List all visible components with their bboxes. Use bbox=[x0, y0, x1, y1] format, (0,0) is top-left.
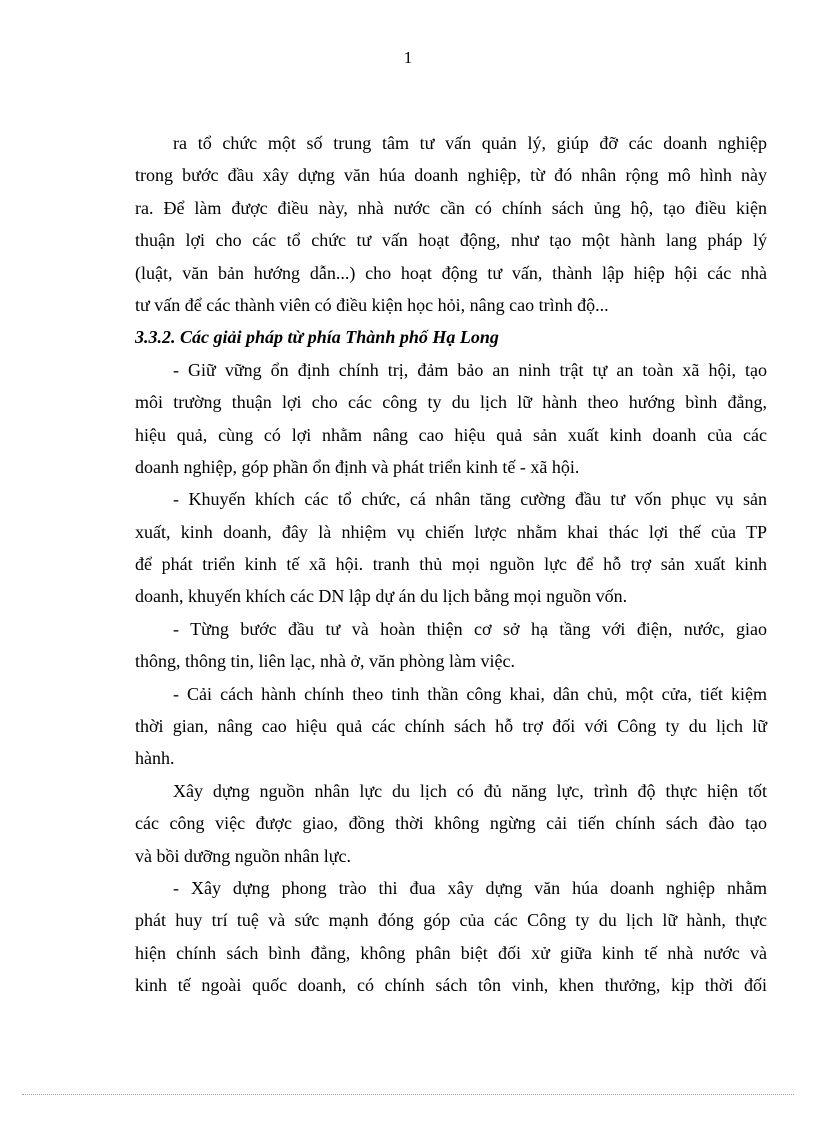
paragraph-stability bbox=[135, 354, 767, 484]
text-line: thông, thông tin, liên lạc, nhà ở, văn phòng làm việc. bbox=[135, 651, 515, 672]
footer-divider bbox=[22, 1094, 794, 1095]
paragraph-human-resources bbox=[135, 775, 767, 872]
text-line: để phát triển kinh tế xã hội. tranh thủ mọi nguồn lực để hỗ trợ sản xuất kinh bbox=[135, 554, 767, 575]
text-line: thuận lợi cho các tổ chức tư vấn hoạt động, như tạo một hành lang pháp lý bbox=[135, 230, 767, 251]
text-line: phát huy trí tuệ và sức mạnh đóng góp của các Công ty du lịch lữ hành, thực bbox=[135, 910, 767, 931]
text-line: môi trường thuận lợi cho các công ty du lịch lữ hành theo hướng bình đẳng, bbox=[135, 392, 767, 413]
paragraph-emulation bbox=[135, 872, 767, 1002]
text-line: Xây dựng nguồn nhân lực du lịch có đủ năng lực, trình độ thực hiện tốt bbox=[173, 780, 767, 801]
section-heading: 3.3.2. Các giải pháp từ phía Thành phố Hạ Long bbox=[135, 327, 499, 348]
text-line: ra. Để làm được điều này, nhà nước cần có chính sách ủng hộ, tạo điều kiện bbox=[135, 197, 767, 218]
text-line: doanh, khuyến khích các DN lập dự án du lịch bằng mọi nguồn vốn. bbox=[135, 586, 628, 607]
text-line: hiện chính sách bình đẳng, không phân biệt đối xử giữa kinh tế nhà nước và bbox=[135, 942, 767, 963]
text-line: - Cải cách hành chính theo tinh thần công khai, dân chủ, một cửa, tiết kiệm bbox=[173, 683, 767, 704]
text-line: - Xây dựng phong trào thi đua xây dựng văn húa doanh nghiệp nhằm bbox=[173, 877, 767, 898]
text-line: trong bước đầu xây dựng văn húa doanh nghiệp, từ đó nhân rộng mô hình này bbox=[135, 165, 767, 186]
text-line: - Khuyến khích các tổ chức, cá nhân tăng cường đầu tư vốn phục vụ sản bbox=[173, 489, 767, 510]
text-line: ra tổ chức một số trung tâm tư vấn quản lý, giúp đỡ các doanh nghiệp bbox=[173, 133, 767, 153]
text-line: thời gian, nâng cao hiệu quả các chính sách hỗ trợ đối với Công ty du lịch lữ bbox=[135, 716, 767, 737]
document-body bbox=[135, 127, 767, 1002]
text-line: kinh tế ngoài quốc doanh, có chính sách tôn vinh, khen thưởng, kịp thời đối bbox=[135, 975, 767, 996]
text-line: (luật, văn bản hướng dẫn...) cho hoạt động tư vấn, thành lập hiệp hội các nhà bbox=[135, 262, 767, 283]
text-line: - Giữ vững ổn định chính trị, đảm bảo an ninh trật tự an toàn xã hội, tạo bbox=[173, 359, 767, 380]
text-line: và bồi dưỡng nguồn nhân lực. bbox=[135, 845, 351, 866]
paragraph-infrastructure bbox=[135, 613, 767, 678]
paragraph-investment bbox=[135, 483, 767, 613]
text-line: doanh nghiệp, góp phần ổn định và phát triển kinh tế - xã hội. bbox=[135, 456, 580, 477]
text-line: hiệu quả, cùng có lợi nhằm nâng cao hiệu quả sản xuất kinh doanh của các bbox=[135, 424, 767, 445]
text-line: hành. bbox=[135, 748, 175, 769]
text-line: xuất, kinh doanh, đây là nhiệm vụ chiến lược nhằm khai thác lợi thế của TP bbox=[135, 521, 767, 542]
text-line: - Từng bước đầu tư và hoàn thiện cơ sở hạ tầng với điện, nước, giao bbox=[173, 618, 767, 639]
text-line: tư vấn để các thành viên có điều kiện học hỏi, nâng cao trình độ... bbox=[135, 294, 609, 315]
intro-paragraph bbox=[135, 127, 767, 321]
text-line: các công việc được giao, đồng thời không ngừng cải tiến chính sách đào tạo bbox=[135, 813, 767, 834]
page-number: 1 bbox=[403, 48, 413, 67]
paragraph-admin-reform bbox=[135, 678, 767, 775]
